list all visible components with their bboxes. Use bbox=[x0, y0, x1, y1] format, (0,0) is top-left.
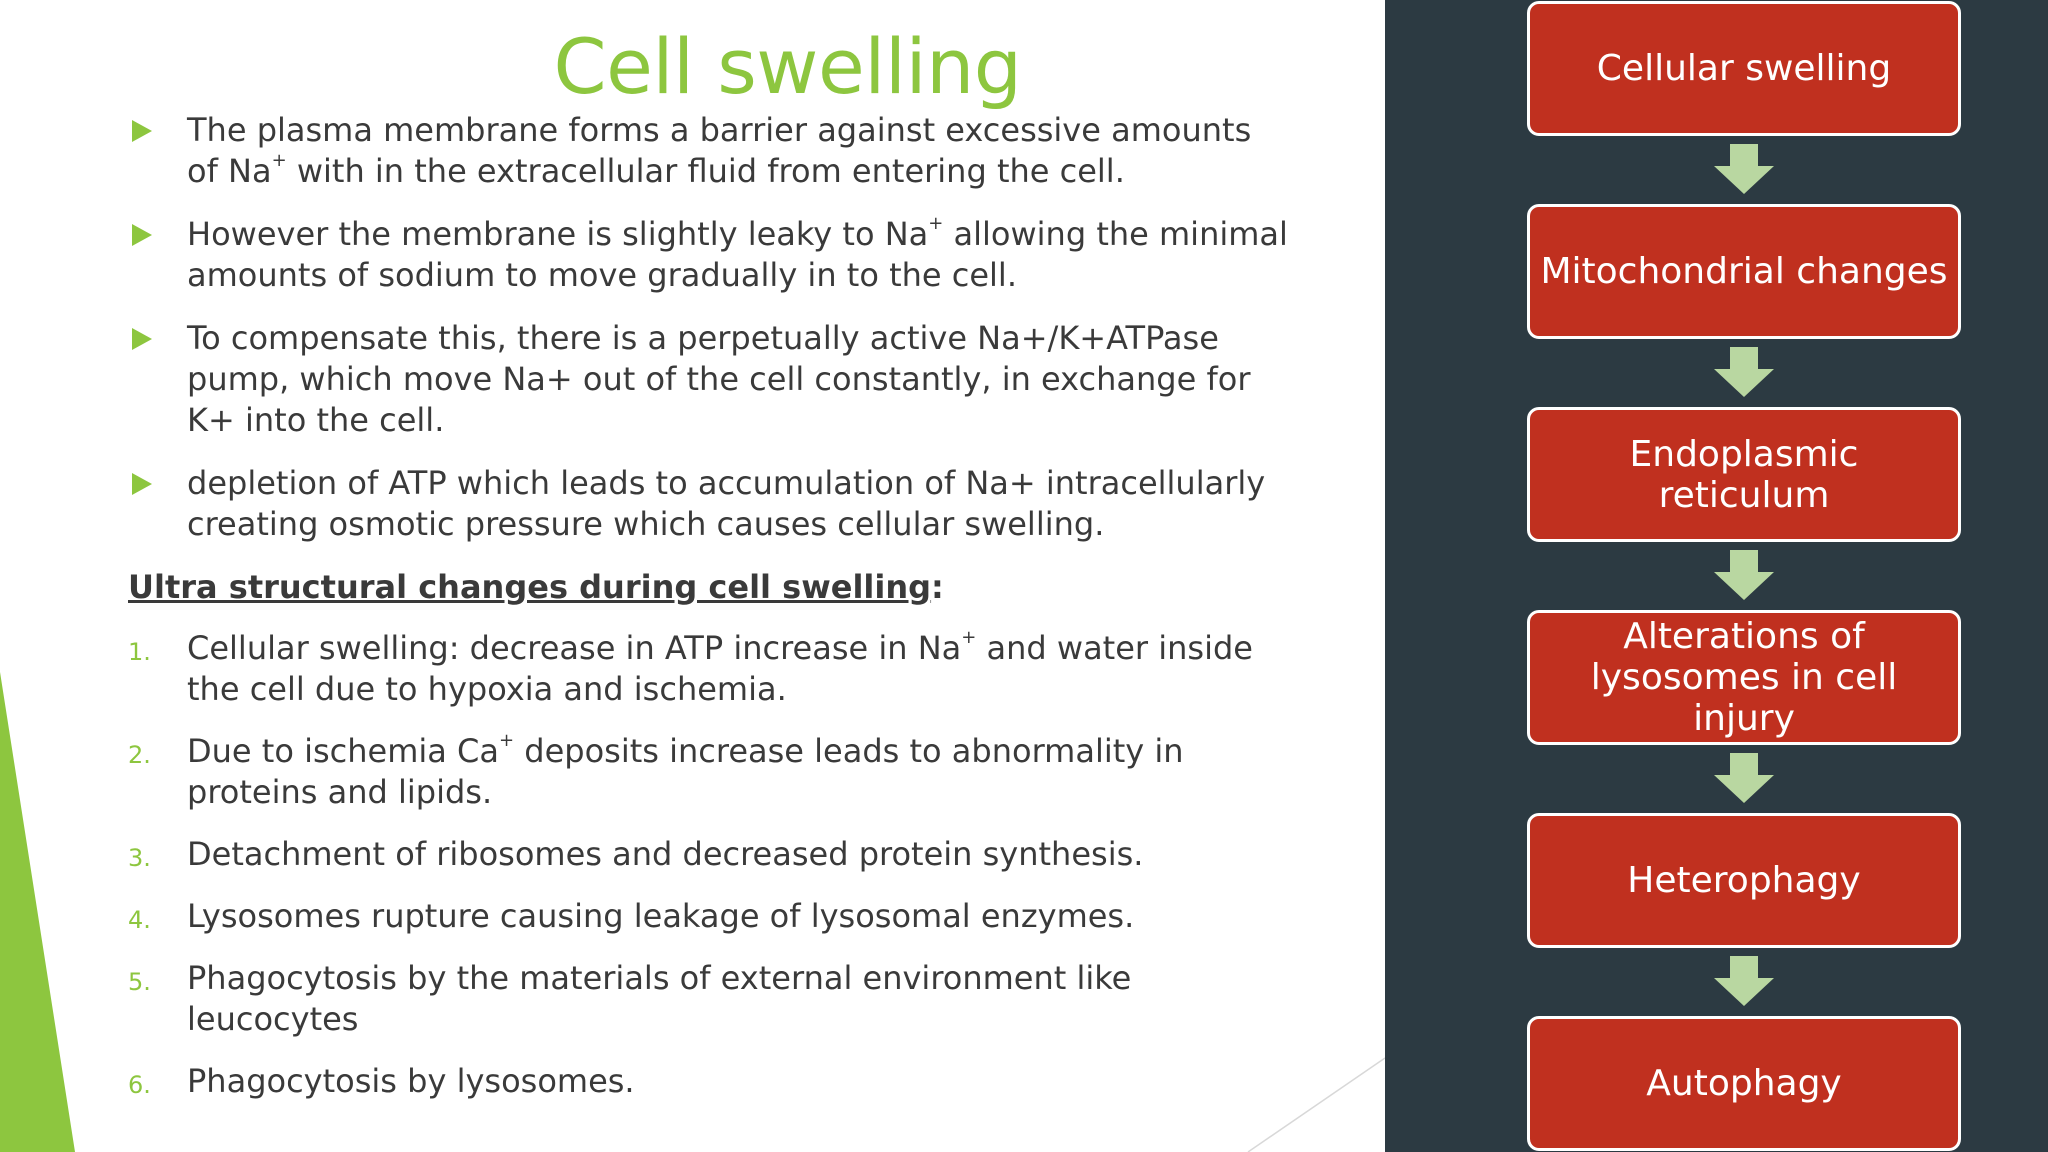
numbered-text: Detachment of ribosomes and decreased protein synthesis. bbox=[187, 835, 1144, 873]
triangle-bullet-icon bbox=[132, 120, 152, 142]
triangle-bullet-icon bbox=[132, 224, 152, 246]
flow-box-heterophagy: Heterophagy bbox=[1527, 813, 1961, 948]
slide-title: Cell swelling bbox=[553, 22, 1022, 111]
down-arrow-icon bbox=[1714, 956, 1774, 1006]
bullet-item bbox=[128, 318, 1288, 441]
bullet-item bbox=[128, 110, 1288, 192]
flow-box-autophagy: Autophagy bbox=[1527, 1016, 1961, 1151]
numbered-item bbox=[128, 731, 1288, 813]
numbered-text: Due to ischemia Ca+ deposits increase leads to abnormality in proteins and lipids. bbox=[187, 730, 1184, 811]
triangle-bullet-icon bbox=[132, 328, 152, 350]
numbered-item bbox=[128, 628, 1288, 710]
bullet-text: However the membrane is slightly leaky to Na+ allowing the minimal amounts of sodium to move gradually in to the cell. bbox=[187, 213, 1288, 294]
down-arrow-icon bbox=[1714, 347, 1774, 397]
item-number: 2. bbox=[128, 741, 151, 769]
numbered-item bbox=[128, 958, 1288, 1040]
item-number: 3. bbox=[128, 844, 151, 872]
item-number: 5. bbox=[128, 968, 151, 996]
triangle-bullet-icon bbox=[132, 473, 152, 495]
down-arrow-icon bbox=[1714, 753, 1774, 803]
numbered-item bbox=[128, 834, 1288, 875]
slide-content bbox=[128, 110, 1288, 1123]
down-arrow-icon bbox=[1714, 144, 1774, 194]
numbered-text: Cellular swelling: decrease in ATP increase in Na+ and water inside the cell due to hypoxia and ischemia. bbox=[187, 627, 1253, 708]
flow-box-endoplasmic-reticulum: Endoplasmic reticulum bbox=[1527, 407, 1961, 542]
bullet-text: To compensate this, there is a perpetually active Na+/K+ATPase pump, which move Na+ out of the cell constantly, in exchange for K+ into the cell. bbox=[187, 319, 1251, 439]
numbered-text: Phagocytosis by the materials of external environment like leucocytes bbox=[187, 959, 1132, 1038]
left-green-triangle bbox=[0, 672, 75, 1152]
section-subheading: Ultra structural changes during cell swelling: bbox=[128, 568, 944, 606]
numbered-item bbox=[128, 1061, 1288, 1102]
bullet-item bbox=[128, 463, 1288, 545]
numbered-text: Lysosomes rupture causing leakage of lysosomal enzymes. bbox=[187, 897, 1135, 935]
numbered-item bbox=[128, 896, 1288, 937]
item-number: 1. bbox=[128, 638, 151, 666]
flow-box-mitochondrial-changes: Mitochondrial changes bbox=[1527, 204, 1961, 339]
item-number: 6. bbox=[128, 1071, 151, 1099]
item-number: 4. bbox=[128, 906, 151, 934]
bullet-text: The plasma membrane forms a barrier against excessive amounts of Na+ with in the extracellular fluid from entering the cell. bbox=[187, 111, 1252, 190]
bullet-text: depletion of ATP which leads to accumulation of Na+ intracellularly creating osmotic pressure which causes cellular swelling. bbox=[187, 464, 1266, 543]
flow-box-cellular-swelling: Cellular swelling bbox=[1527, 1, 1961, 136]
flow-box-lysosome-alterations: Alterations of lysosomes in cell injury bbox=[1527, 610, 1961, 745]
numbered-text: Phagocytosis by lysosomes. bbox=[187, 1062, 635, 1100]
bullet-item bbox=[128, 214, 1288, 296]
down-arrow-icon bbox=[1714, 550, 1774, 600]
